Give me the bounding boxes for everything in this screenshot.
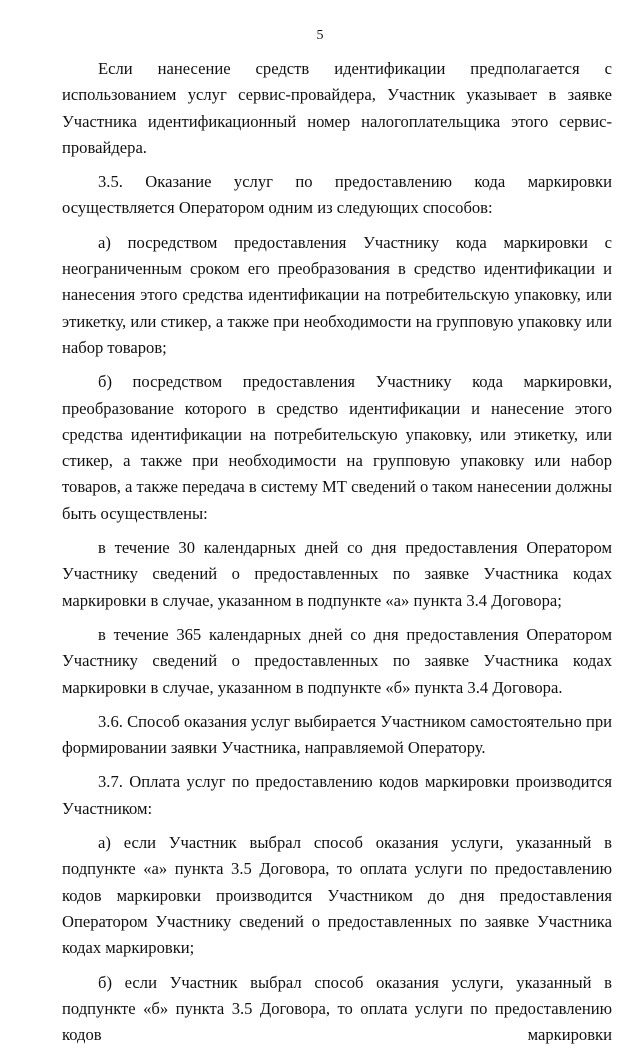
document-body	[62, 56, 612, 1056]
paragraph-365-days: в течение 365 календарных дней со дня предоставления Оператором Участнику сведений о предоставленных по заявке Участника кодах маркировки в случае, указанном в подпункте «б» пункта 3.4 Договора.	[62, 624, 612, 697]
paragraph-3-5: 3.5. Оказание услуг по предоставлению кода маркировки осуществляется Оператором одним из следующих способов:	[62, 172, 612, 218]
paragraph-30-days: в течение 30 календарных дней со дня предоставления Оператором Участнику сведений о предоставленных по заявке Участника кодах маркировки в случае, указанном в подпункте «а» пункта 3.4 Договора;	[62, 538, 612, 610]
paragraph-3-7: 3.7. Оплата услуг по предоставлению кодов маркировки производится Участником:	[62, 772, 612, 818]
paragraph-3-6: 3.6. Способ оказания услуг выбирается Участником самостоятельно при формировании заявки Участника, направляемой Оператору.	[62, 711, 612, 758]
paragraph-3-5-b: б) посредством предоставления Участнику кода маркировки, преобразование которого в средство идентификации и нанесение этого средства идентификации на потребительскую упаковку, или этикетку, или стикер, а также при необходимости на групповую упаковку или набор товаров, а также передача в систему МТ сведений о таком нанесении должны быть осуществлены:	[62, 372, 612, 523]
paragraph-3-7-a: а) если Участник выбрал способ оказания услуги, указанный в подпункте «а» пункта 3.5 Договора, то оплата услуги по предоставлению кодов маркировки производится Участником до дня предоставления Оператором Участнику сведений о предоставленных по заявке Участника кодах маркировки;	[62, 833, 612, 958]
paragraph-3-5-a: а) посредством предоставления Участнику кода маркировки с неограниченным сроком его преобразования в средство идентификации и нанесения этого средства идентификации на потребительскую упаковку, или этикетку, или стикер, а также при необходимости на групповую упаковку или набор товаров;	[62, 232, 612, 357]
paragraph-service-provider: Если нанесение средств идентификации предполагается с использованием услуг сервис-провайдера, Участник указывает в заявке Участника идентификационный номер налогоплательщика этого сервис-провайдера.	[62, 59, 612, 157]
paragraph-3-7-b: б) если Участник выбрал способ оказания услуги, указанный в подпункте «б» пункта 3.5 Договора, то оплата услуги по предоставлению кодов маркировки	[62, 972, 612, 1045]
page-number: 5	[316, 28, 324, 43]
